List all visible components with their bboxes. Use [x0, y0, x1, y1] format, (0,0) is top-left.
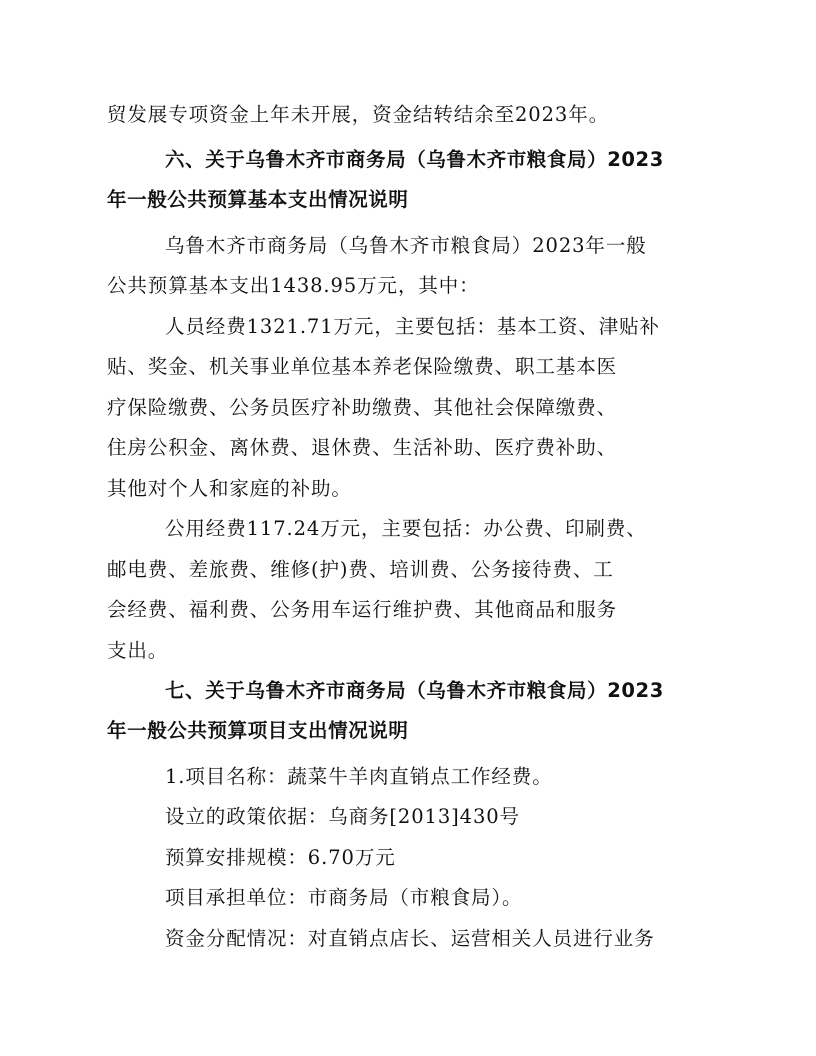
paragraph-line [0, 433, 816, 463]
section6-para2-line5: 其他对个人和家庭的补助。 [107, 477, 352, 500]
section6-para1-line1: 乌鲁木齐市商务局（乌鲁木齐市粮食局）2023年一般 [165, 234, 647, 257]
section6-para3-line4: 支出。 [107, 639, 169, 662]
section7-item1-unit: 项目承担单位：市商务局（市粮食局）。 [165, 886, 523, 909]
paragraph-line [0, 924, 816, 954]
section6-para2-line1: 人员经费1321.71万元，主要包括：基本工资、津贴补 [165, 315, 660, 338]
section6-para3-line2: 邮电费、差旅费、维修(护)费、培训费、公务接待费、工 [107, 558, 614, 581]
paragraph-line [0, 595, 816, 625]
section7-item1-allocation: 资金分配情况：对直销点店长、运营相关人员进行业务 [165, 927, 655, 950]
section-heading [0, 145, 816, 175]
section6-heading-line2: 年一般公共预算基本支出情况说明 [107, 188, 409, 211]
paragraph-line [0, 514, 816, 544]
section6-para1-line2: 公共预算基本支出1438.95万元，其中： [107, 274, 480, 297]
section6-heading-line1: 六、关于乌鲁木齐市商务局（乌鲁木齐市粮食局）2023 [165, 148, 664, 171]
section7-item1-basis: 设立的政策依据：乌商务[2013]430号 [165, 805, 520, 828]
section-heading [0, 716, 816, 746]
continuation-text: 贸发展专项资金上年未开展，资金结转结余至2023年。 [107, 103, 610, 126]
section7-item1-scale: 预算安排规模：6.70万元 [165, 846, 396, 869]
section6-para2-line3: 疗保险缴费、公务员医疗补助缴费、其他社会保障缴费、 [107, 396, 618, 419]
paragraph-line [0, 352, 816, 382]
paragraph-line [0, 474, 816, 504]
paragraph-line [0, 231, 816, 261]
section7-heading-line2: 年一般公共预算项目支出情况说明 [107, 719, 409, 742]
paragraph-line [0, 762, 816, 792]
paragraph-line [0, 555, 816, 585]
paragraph-line [0, 843, 816, 873]
paragraph-line [0, 802, 816, 832]
section6-para2-line4: 住房公积金、离休费、退休费、生活补助、医疗费补助、 [107, 436, 618, 459]
paragraph-line [0, 393, 816, 423]
paragraph-line [0, 271, 816, 301]
section-heading [0, 185, 816, 215]
section7-heading-line1: 七、关于乌鲁木齐市商务局（乌鲁木齐市粮食局）2023 [165, 679, 664, 702]
paragraph-line [0, 636, 816, 666]
paragraph-line [0, 883, 816, 913]
paragraph-line [0, 312, 816, 342]
section7-item1-name: 1.项目名称：蔬菜牛羊肉直销点工作经费。 [165, 765, 553, 788]
section6-para3-line1: 公用经费117.24万元，主要包括：办公费、印刷费、 [165, 517, 647, 540]
paragraph-line [0, 100, 816, 130]
section6-para3-line3: 会经费、福利费、公务用车运行维护费、其他商品和服务 [107, 598, 618, 621]
section-heading [0, 676, 816, 706]
section6-para2-line2: 贴、奖金、机关事业单位基本养老保险缴费、职工基本医 [107, 355, 618, 378]
